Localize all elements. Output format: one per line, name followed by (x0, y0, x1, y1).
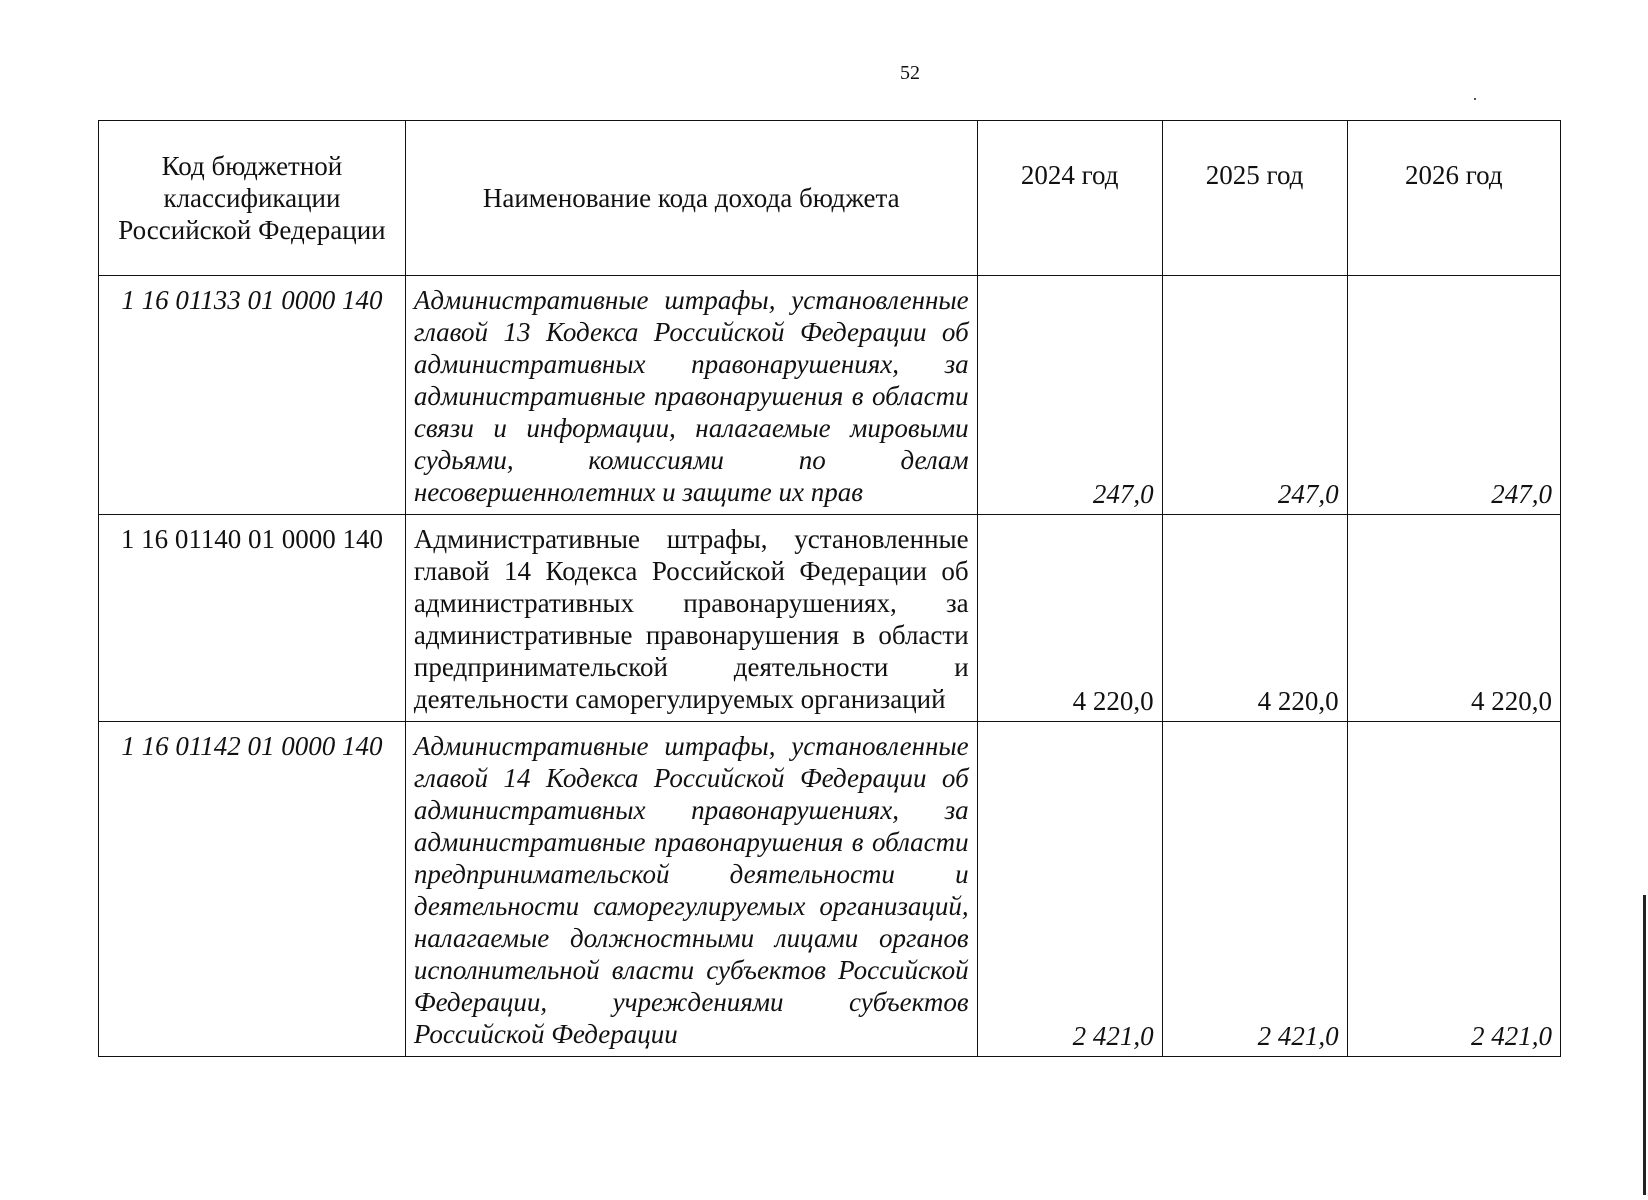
row-value-2025: 4 220,0 (1162, 515, 1347, 722)
row-value-2026: 247,0 (1347, 276, 1560, 515)
row-code: 1 16 01133 01 0000 140 (99, 276, 406, 515)
budget-revenue-table (98, 120, 1561, 1057)
table-header-row (99, 121, 1561, 276)
header-name: Наименование кода дохода бюджета (405, 121, 977, 276)
header-year-2026: 2026 год (1347, 121, 1560, 276)
header-year-2024: 2024 год (977, 121, 1162, 276)
row-value-2024: 247,0 (977, 276, 1162, 515)
table-row (99, 722, 1561, 1057)
row-value-2025: 2 421,0 (1162, 722, 1347, 1057)
header-code: Код бюджетной классификации Российской Федерации (99, 121, 406, 276)
row-value-2025: 247,0 (1162, 276, 1347, 515)
row-value-2024: 4 220,0 (977, 515, 1162, 722)
row-name: Административные штрафы, установленные главой 14 Кодекса Российской Федерации об административных правонарушениях, за административные правонарушения в области предпринимательской деятельности и деятельности саморегулируемых организаций (405, 515, 977, 722)
scan-artifact-dot (1474, 98, 1476, 100)
header-year-2025: 2025 год (1162, 121, 1347, 276)
row-name: Административные штрафы, установленные главой 14 Кодекса Российской Федерации об административных правонарушениях, за административные правонарушения в области предпринимательской деятельности и деятельности саморегулируемых организаций, налагаемые должностными лицами органов исполнительной власти субъектов Российской Федерации, учреждениями субъектов Российской Федерации (405, 722, 977, 1057)
row-code: 1 16 01140 01 0000 140 (99, 515, 406, 722)
row-code: 1 16 01142 01 0000 140 (99, 722, 406, 1057)
scan-artifact-edge (1643, 895, 1646, 1195)
row-value-2026: 4 220,0 (1347, 515, 1560, 722)
row-value-2026: 2 421,0 (1347, 722, 1560, 1057)
table-row (99, 515, 1561, 722)
table-row (99, 276, 1561, 515)
row-name: Административные штрафы, установленные главой 13 Кодекса Российской Федерации об административных правонарушениях, за административные правонарушения в области связи и информации, налагаемые мировыми судьями, комиссиями по делам несовершеннолетних и защите их прав (405, 276, 977, 515)
row-value-2024: 2 421,0 (977, 722, 1162, 1057)
page-number: 52 (900, 62, 920, 84)
